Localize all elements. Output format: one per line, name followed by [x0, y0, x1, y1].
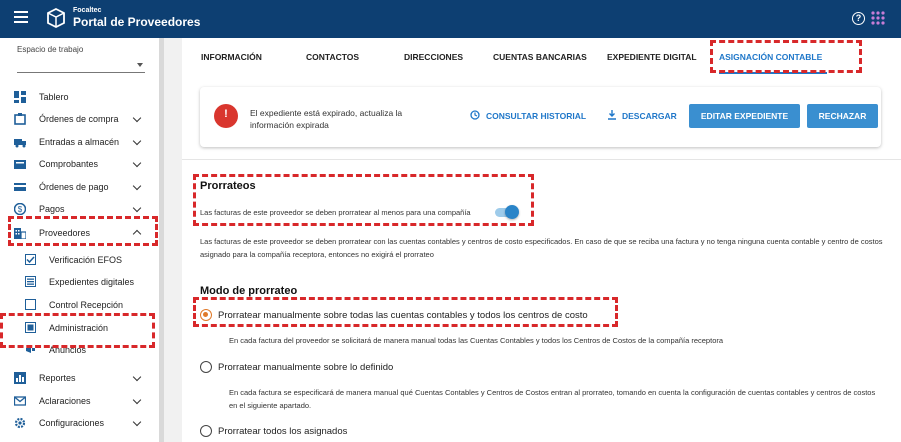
gear-icon: [14, 417, 26, 429]
sidebar-item-tablero[interactable]: [0, 86, 158, 108]
modo-prorrateo-title: Modo de prorrateo: [200, 285, 298, 297]
check-list-icon: [25, 254, 36, 265]
sidebar-scrollbar[interactable]: [159, 38, 164, 442]
truck-icon: [14, 136, 26, 148]
descargar-button[interactable]: DESCARGAR: [622, 111, 677, 121]
help-circle-icon[interactable]: ?: [852, 12, 865, 25]
sidebar-subitem-expedientes-digitales[interactable]: [0, 271, 158, 293]
radio-prorratear-todas[interactable]: [200, 309, 212, 321]
apps-grid-icon[interactable]: [870, 10, 886, 26]
chevron-down-icon: [133, 396, 141, 404]
alert-message: El expediente está expirado, actualiza la información expirada: [250, 108, 403, 130]
tab-informacion[interactable]: INFORMACIÓN: [201, 52, 262, 62]
radio-label-prorratear-todas[interactable]: Prorratear manualmente sobre todas las cuentas contables y todos los centros de costo: [218, 310, 588, 321]
expired-alert-card: [200, 87, 881, 147]
prorrateos-description: Las facturas de este proveedor se deben prorratear con las cuentas contables y centros de costo especificados. En caso de que se reciba una factura y no tenga ninguna cuenta contable y centro de costos asignado para la compañía receptora, entonces no exigirá el prorrateo: [200, 237, 883, 259]
radio-label-prorratear-definido[interactable]: Prorratear manualmente sobre lo definido: [218, 362, 394, 373]
error-icon: [214, 104, 238, 128]
chevron-down-icon: [133, 373, 141, 381]
money-icon: [14, 203, 26, 215]
sidebar-item-label: Pagos: [39, 204, 65, 214]
receipt-icon: [14, 158, 26, 170]
sidebar-item-comprobantes[interactable]: [0, 153, 158, 175]
chevron-down-icon: [133, 159, 141, 167]
purchase-order-icon: [14, 113, 26, 125]
chevron-down-icon: [133, 204, 141, 212]
sidebar-item-entradas-almacen[interactable]: [0, 131, 158, 153]
sidebar-item-label: Configuraciones: [39, 418, 105, 428]
radio-desc-prorratear-todas: En cada factura del proveedor se solicitará de manera manual todas las Cuentas Contables y todos los Centros de Costos de la compañía receptora: [229, 336, 724, 345]
sidebar-item-ordenes-pago[interactable]: [0, 176, 158, 198]
chevron-down-icon: [133, 137, 141, 145]
workspace-select[interactable]: [17, 59, 145, 73]
prorrateo-toggle-label: Las facturas de este proveedor se deben prorratear al menos para una compañía: [200, 208, 471, 217]
sidebar-item-label: Reportes: [39, 373, 76, 383]
chevron-down-icon: [133, 114, 141, 122]
sidebar-subitem-label: Verificación EFOS: [49, 255, 123, 265]
sidebar-subitem-label: Administración: [49, 323, 109, 333]
sidebar-item-label: Proveedores: [39, 228, 91, 238]
section-divider: [182, 159, 901, 160]
sidebar-item-ordenes-compra[interactable]: [0, 108, 158, 130]
history-icon: [470, 110, 480, 120]
card-icon: [14, 181, 26, 193]
sidebar-item-label: Comprobantes: [39, 159, 99, 169]
prorrateos-title: Prorrateos: [200, 180, 256, 192]
sidebar-subitem-verificacion-efos[interactable]: [0, 249, 158, 271]
workspace-label: Espacio de trabajo: [17, 45, 84, 54]
top-app-bar: [0, 0, 901, 38]
radio-prorratear-definido[interactable]: [200, 361, 212, 373]
mail-icon: [14, 395, 26, 407]
sidebar-item-label: Órdenes de compra: [39, 114, 119, 124]
radio-prorratear-asignados[interactable]: [200, 425, 212, 437]
menu-icon[interactable]: [14, 11, 28, 25]
sidebar-item-label: Tablero: [39, 92, 69, 102]
chevron-down-icon: [133, 418, 141, 426]
tab-asignacion-contable[interactable]: ASIGNACIÓN CONTABLE: [719, 52, 823, 62]
tab-expediente-digital[interactable]: EXPEDIENTE DIGITAL: [607, 52, 697, 62]
radio-desc-prorratear-definido: En cada factura se especificará de manera manual qué Cuentas Contables y Centros de Costos entran al prorrateo, tomando en cuenta la configuración de cuentas contables y centros de costos en el siguiente apartado.: [229, 388, 876, 410]
sidebar-subitem-control-recepcion[interactable]: [0, 294, 158, 316]
editar-expediente-button[interactable]: EDITAR EXPEDIENTE: [689, 104, 800, 128]
sidebar-subitem-anuncios[interactable]: [0, 339, 158, 361]
tab-direcciones[interactable]: DIRECCIONES: [404, 52, 464, 62]
checkbox-icon: [25, 299, 36, 310]
chevron-down-icon: [133, 182, 141, 190]
admin-icon: [25, 322, 36, 333]
sidebar-item-label: Órdenes de pago: [39, 182, 109, 192]
tab-contactos[interactable]: CONTACTOS: [306, 52, 360, 62]
caret-down-icon: [137, 63, 143, 67]
prorrateo-toggle-knob[interactable]: [505, 205, 519, 219]
sidebar-item-proveedores[interactable]: [0, 222, 158, 244]
radio-label-prorratear-asignados[interactable]: Prorratear todos los asignados: [218, 426, 348, 437]
sidebar-item-label: Aclaraciones: [39, 396, 91, 406]
tab-cuentas-bancarias[interactable]: CUENTAS BANCARIAS: [493, 52, 587, 62]
folder-list-icon: [25, 276, 36, 287]
sidebar-item-pagos[interactable]: [0, 198, 158, 220]
sidebar-subitem-administracion[interactable]: [0, 317, 158, 339]
megaphone-icon: [25, 344, 36, 355]
portal-logo-icon: [46, 8, 66, 28]
sidebar-item-reportes[interactable]: [0, 367, 158, 389]
chevron-up-icon: [133, 230, 141, 238]
consultar-historial-button[interactable]: CONSULTAR HISTORIAL: [486, 111, 587, 121]
brand-company: Focaltec: [73, 7, 102, 14]
svg-text:$: $: [17, 205, 23, 214]
chart-icon: [14, 372, 26, 384]
rechazar-button[interactable]: RECHAZAR: [807, 104, 878, 128]
building-icon: [14, 227, 26, 239]
sidebar-subitem-label: Control Recepción: [49, 300, 124, 310]
download-icon: [607, 110, 617, 120]
dashboard-icon: [14, 91, 26, 103]
sidebar-item-aclaraciones[interactable]: [0, 390, 158, 412]
tab-bar: [182, 38, 901, 76]
brand-title: Portal de Proveedores: [73, 15, 201, 29]
sidebar-item-configuraciones[interactable]: [0, 412, 158, 434]
sidebar-item-label: Entradas a almacén: [39, 137, 120, 147]
active-tab-indicator: [719, 72, 827, 74]
sidebar-subitem-label: Expedientes digitales: [49, 277, 135, 287]
sidebar-subitem-label: Anuncios: [49, 345, 87, 355]
